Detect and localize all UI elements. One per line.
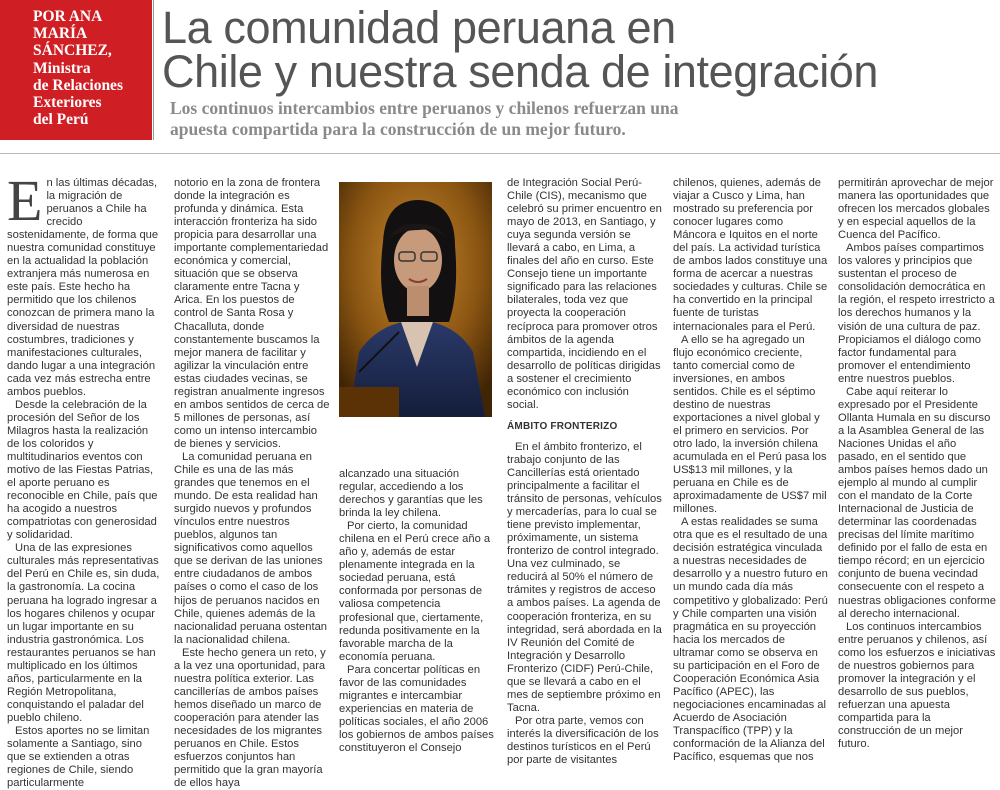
header-divider: [153, 0, 154, 140]
col2-paragraph-2: La comunidad peruana en Chile es una de las más grandes que tenemos en el mundo. De esta realidad han surgido nuevos y profundos vínculos entre nuestros pueblos, algunos tan significativos como aquellos que se derivan de las uniones entre ciudadanos de ambos países o como el caso de los hijos de peruanos nacidos en Chile, quienes además de la nacionalidad peruana ostentan la nacionalidad chilena.: [174, 450, 328, 646]
col5-paragraph-2: A ello se ha agregado un flujo económico creciente, tanto comercial como de inversiones, en ambos sentidos. Chile es el séptimo destino de nuestras exportaciones a nivel global y el primero en servicios. Por otro lado, la inversión chilena acumulada en el Perú pasa los US$13 mil millones, y la peruana en Chile es de aproximadamente de US$7 mil millones.: [673, 333, 827, 516]
byline-author-2: SÁNCHEZ,: [33, 42, 112, 60]
col5-paragraph-3: A estas realidades se suma otra que es el resultado de una decisión estratégica vinculada a nuestras necesidades de desarrollo y a nuestro futuro en un mundo cada día más competitivo y globalizado: Perú y Chile comparten una visión pragmática en su proyección hacia los mercados de ultramar como se observa en su participación en el Foro de Cooperación Económica Asia Pacífico (APEC), las negociaciones encaminadas al Acuerdo de Asociación Transpacífico (TPP) y la conformación de la Alianza del Pacífico, esquemas que nos: [673, 516, 828, 764]
col5-paragraph-1: chilenos, quienes, además de viajar a Cusco y Lima, han mostrado su preferencia por conocer lugares como Máncora e Iquitos en el norte del país. La actividad turística de ambos lados constituye una forma de acercar a nuestras sociedades y culturas. Chile se ha convertido en la principal fuente de turistas internacionales para el Perú.: [673, 177, 828, 333]
col4-paragraph-1: de Integración Social Perú-Chile (CIS), mecanismo que celebró su primer encuentro en mayo de 2013, en Santiago, y cuya segunda versión se llevará a cabo, en Lima, a finales del año en curso. Este Consejo tiene un importante significado para las relaciones bilaterales, toda vez que proyecta la cooperación recíproca para promover otros ámbitos de la agenda compartida, incidiendo en el desarrollo de políticas dirigidas a sostener el crecimiento económico con inclusión social.: [507, 177, 662, 411]
byline-role-4: del Perú: [33, 111, 89, 129]
col6-paragraph-4: Los continuos intercambios entre peruanos y chilenos, así como los esfuerzos e iniciativas de nuestros gobiernos para promover la integración y el desarrollo de sus pueblos, refuerzan una apuesta compartida para la construcción de un mejor futuro.: [838, 620, 996, 751]
col1-paragraph-3: Una de las expresiones culturales más representativas del Perú en Chile es, sin duda, la gastronomía. La cocina peruana ha logrado ingresar a los hogares chilenos y ocupar un lugar importante en su industria gastronómica. Los restaurantes peruanos se han multiplicado en los últimos años, particularmente en la Región Metropolitana, conquistando el paladar del pueblo chileno.: [7, 542, 160, 724]
deck-line-1: Los continuos intercambios entre peruanos y chilenos refuerzan una: [170, 98, 679, 118]
col3-paragraph-1: alcanzado una situación regular, accediendo a los derechos y garantías que les brinda la ley chilena.: [339, 468, 483, 520]
title-line-1: La comunidad peruana en: [162, 2, 676, 53]
drop-cap: E: [7, 168, 43, 233]
byline-author-1: POR ANA MARÍA: [33, 8, 102, 43]
column-6: [838, 177, 996, 751]
article-title: [162, 2, 992, 97]
byline-box: [0, 0, 152, 140]
deck-line-2: apuesta compartida para la construcción de un mejor futuro.: [170, 119, 626, 139]
col3-paragraph-2: Por cierto, la comunidad chilena en el Perú crece año a año y, además de estar plenamente integrada en la sociedad peruana, está conformada por personas de valiosa competencia profesional que, ciertamente, redunda positivamente en la favorable marcha de la economía peruana.: [339, 520, 491, 663]
article-deck: [170, 98, 970, 140]
title-line-2: Chile y nuestra senda de integración: [162, 46, 879, 97]
author-photo: [339, 182, 492, 417]
col1-paragraph-1: n las últimas décadas, la migración de peruanos a Chile ha crecido sostenidamente, de forma que nuestra comunidad constituye en la actualidad la población extranjera más numerosa en este país. Este hecho ha permitido que los chilenos conozcan de primera mano la diversidad de nuestras costumbres, tradiciones y manifestaciones culturales, dando lugar a una integración cada vez más estrecha entre ambos pueblos.: [7, 177, 159, 398]
col4-paragraph-2: En el ámbito fronterizo, el trabajo conjunto de las Cancillerías está orientado principalmente a facilitar el tránsito de personas, vehículos y mercaderías, para lo cual se tiene previsto implementar, próximamente, un sistema fronterizo de control integrado. Una vez culminado, se reducirá al 50% el número de trámites y registros de acceso a ambos países. La agenda de cooperación fronteriza, en su integridad, será abordada en la IV Reunión del Comité de Integración y Desarrollo Fronterizo (CIDF) Perú-Chile, que se llevará a cabo en el mes de septiembre próximo en Tacna.: [507, 440, 662, 714]
byline-role-2: de Relaciones: [33, 76, 123, 94]
col2-paragraph-1: notorio en la zona de frontera donde la integración es profunda y dinámica. Esta interacción fronteriza ha sido propicia para desarrollar una importante complementariedad económica y comercial, situación que se observa claramente entre Tacna y Arica. En los puestos de control de Santa Rosa y Chacalluta, donde constantemente buscamos la mejor manera de facilitar y agilizar la vinculación entre estas ciudades vecinas, se registran anualmente ingresos en ambos sentidos de cerca de 5 millones de personas, así como un intenso intercambio de bienes y servicios.: [174, 177, 330, 450]
header-rule: [0, 153, 1000, 154]
col1-paragraph-2: Desde la celebración de la procesión del Señor de los Milagros hasta la realización de los coloridos y multitudinarios eventos con motivo de las Fiestas Patrias, el aporte peruano es reconocible en Chile, país que ha acogido a nuestros compatriotas con generosidad y solidaridad.: [7, 398, 158, 542]
section-subhead: ÁMBITO FRONTERIZO: [507, 420, 618, 432]
col2-paragraph-3: Este hecho genera un reto, y a la vez una oportunidad, para nuestra política exterior. Las cancillerías de ambos países hemos diseñado un marco de cooperación para atender las necesidades de los migrantes peruanos en Chile. Estos esfuerzos conjuntos han permitido que la gran mayoría de ellos haya: [174, 646, 326, 790]
byline-text: [33, 8, 151, 128]
byline-role-1: Ministra: [33, 59, 91, 77]
byline-role-3: Exteriores: [33, 94, 102, 112]
col6-paragraph-1: permitirán aprovechar de mejor manera las oportunidades que ofrecen los mercados globales y en especial aquellos de la Cuenca del Pacífico.: [838, 177, 994, 242]
col6-paragraph-3: Cabe aquí reiterar lo expresado por el Presidente Ollanta Humala en su discurso a la Asamblea General de las Naciones Unidas el año pasado, en el sentido que ambos países hemos dado un ejemplo al mundo al cumplir con el mandato de la Corte Internacional de Justicia de determinar las coordenadas precisas del límite marítimo definido por el fallo de esta en tiempo récord; en un ejercicio conjunto de buena vecindad consecuente con el respeto a nuestras obligaciones conforme al derecho internacional.: [838, 385, 996, 620]
column-4: [507, 177, 662, 767]
col6-paragraph-2: Ambos países compartimos los valores y principios que sustentan el proceso de consolidación democrática en la región, el respeto irrestricto a los derechos humanos y la visión de una cultura de paz. Propiciamos el diálogo como factor fundamental para promover el entendimiento entre nuestros pueblos.: [838, 242, 995, 385]
column-5: [673, 177, 828, 764]
column-3: [339, 468, 495, 755]
col3-paragraph-3: Para concertar políticas en favor de las comunidades migrantes e intercambiar experiencias en materia de políticas sociales, el año 2006 los gobiernos de ambos países constituyeron el Consejo: [339, 663, 494, 754]
col1-paragraph-4: Estos aportes no se limitan solamente a Santiago, sino que se extienden a otras regiones de Chile, siendo particularmente: [7, 724, 150, 790]
column-2: [174, 177, 330, 790]
column-1: [7, 168, 163, 790]
col4-paragraph-3: Por otra parte, vemos con interés la diversificación de los destinos turísticos en el Perú por parte de visitantes: [507, 714, 659, 767]
